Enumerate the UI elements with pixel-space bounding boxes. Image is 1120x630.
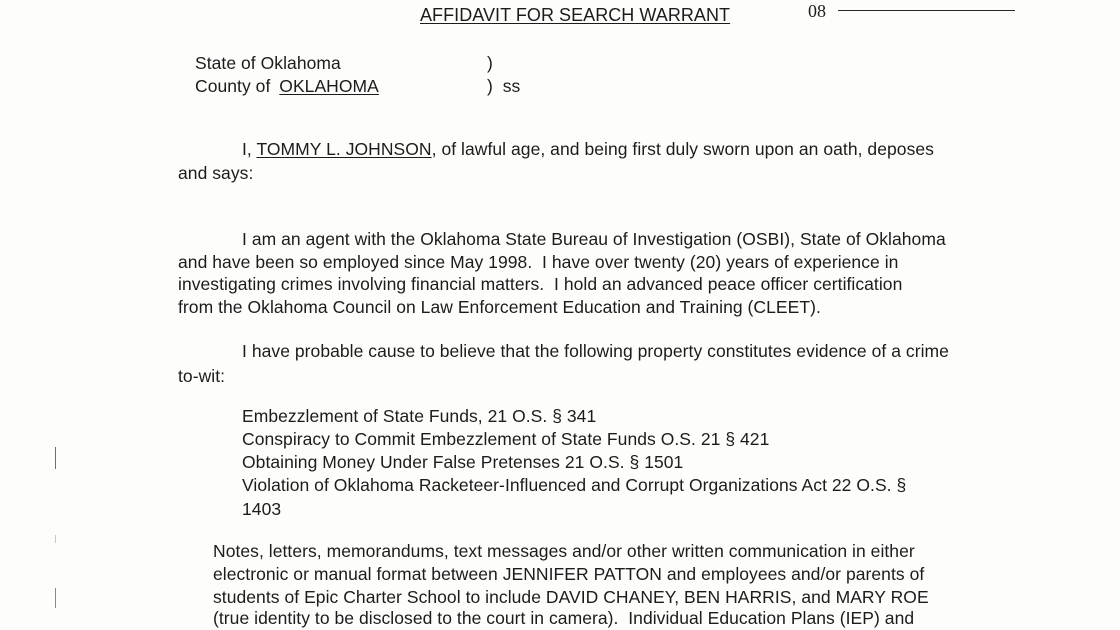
qualifications-line-3: investigating crimes involving financial matters. I hold an advanced peace officer certification <box>178 274 903 294</box>
oath-line-1-rest: , of lawful age, and being first duly sworn upon an oath, deposes <box>431 139 934 159</box>
oath-line-2: and says: <box>178 163 254 183</box>
offense-item-continuation: 1403 <box>242 499 282 519</box>
document-title: AFFIDAVIT FOR SEARCH WARRANT <box>420 5 731 25</box>
property-line-4: (true identity to be disclosed to the court in camera). Individual Education Plans (IEP) and <box>213 608 915 628</box>
probable-cause-line-2: to-wit: <box>178 366 226 386</box>
property-line-3: students of Epic Charter School to include DAVID CHANEY, BEN HARRIS, and MARY ROE <box>213 587 929 607</box>
venue-paren-ss: ) ss <box>487 76 521 96</box>
property-line-2: electronic or manual format between JENNIFER PATTON and employees and/or parents of <box>213 564 925 584</box>
property-line-1: Notes, letters, memorandums, text messages and/or other written communication in either <box>213 541 915 561</box>
scan-margin-mark <box>55 447 56 469</box>
offense-item: Obtaining Money Under False Pretenses 21 O.S. § 1501 <box>242 452 684 472</box>
affiant-name: TOMMY L. JOHNSON <box>256 139 432 159</box>
qualifications-line-4: from the Oklahoma Council on Law Enforcement Education and Training (CLEET). <box>178 297 821 317</box>
probable-cause-line-1: I have probable cause to believe that the following property constitutes evidence of a crime <box>242 341 949 361</box>
venue-paren-1: ) <box>487 53 493 73</box>
qualifications-line-2: and have been so employed since May 1998. I have over twenty (20) years of experience in <box>178 252 899 272</box>
case-number-prefix: 08 <box>808 1 827 21</box>
offense-item: Embezzlement of State Funds, 21 O.S. § 341 <box>242 406 597 426</box>
offense-item: Conspiracy to Commit Embezzlement of State Funds O.S. 21 § 421 <box>242 429 770 449</box>
oath-line-1 <box>242 138 934 160</box>
scan-margin-mark <box>55 588 56 608</box>
state-line: State of Oklahoma <box>195 53 341 73</box>
county-label: County of <box>195 76 271 96</box>
scan-margin-mark <box>55 535 56 543</box>
offense-item: Violation of Oklahoma Racketeer-Influenced and Corrupt Organizations Act 22 O.S. § <box>242 475 907 495</box>
county-name: OKLAHOMA <box>279 76 379 96</box>
case-number-blank-line <box>838 10 1015 11</box>
oath-prefix: I, <box>242 139 252 159</box>
qualifications-line-1: I am an agent with the Oklahoma State Bureau of Investigation (OSBI), State of Oklahoma <box>242 229 946 249</box>
county-line <box>195 75 379 97</box>
